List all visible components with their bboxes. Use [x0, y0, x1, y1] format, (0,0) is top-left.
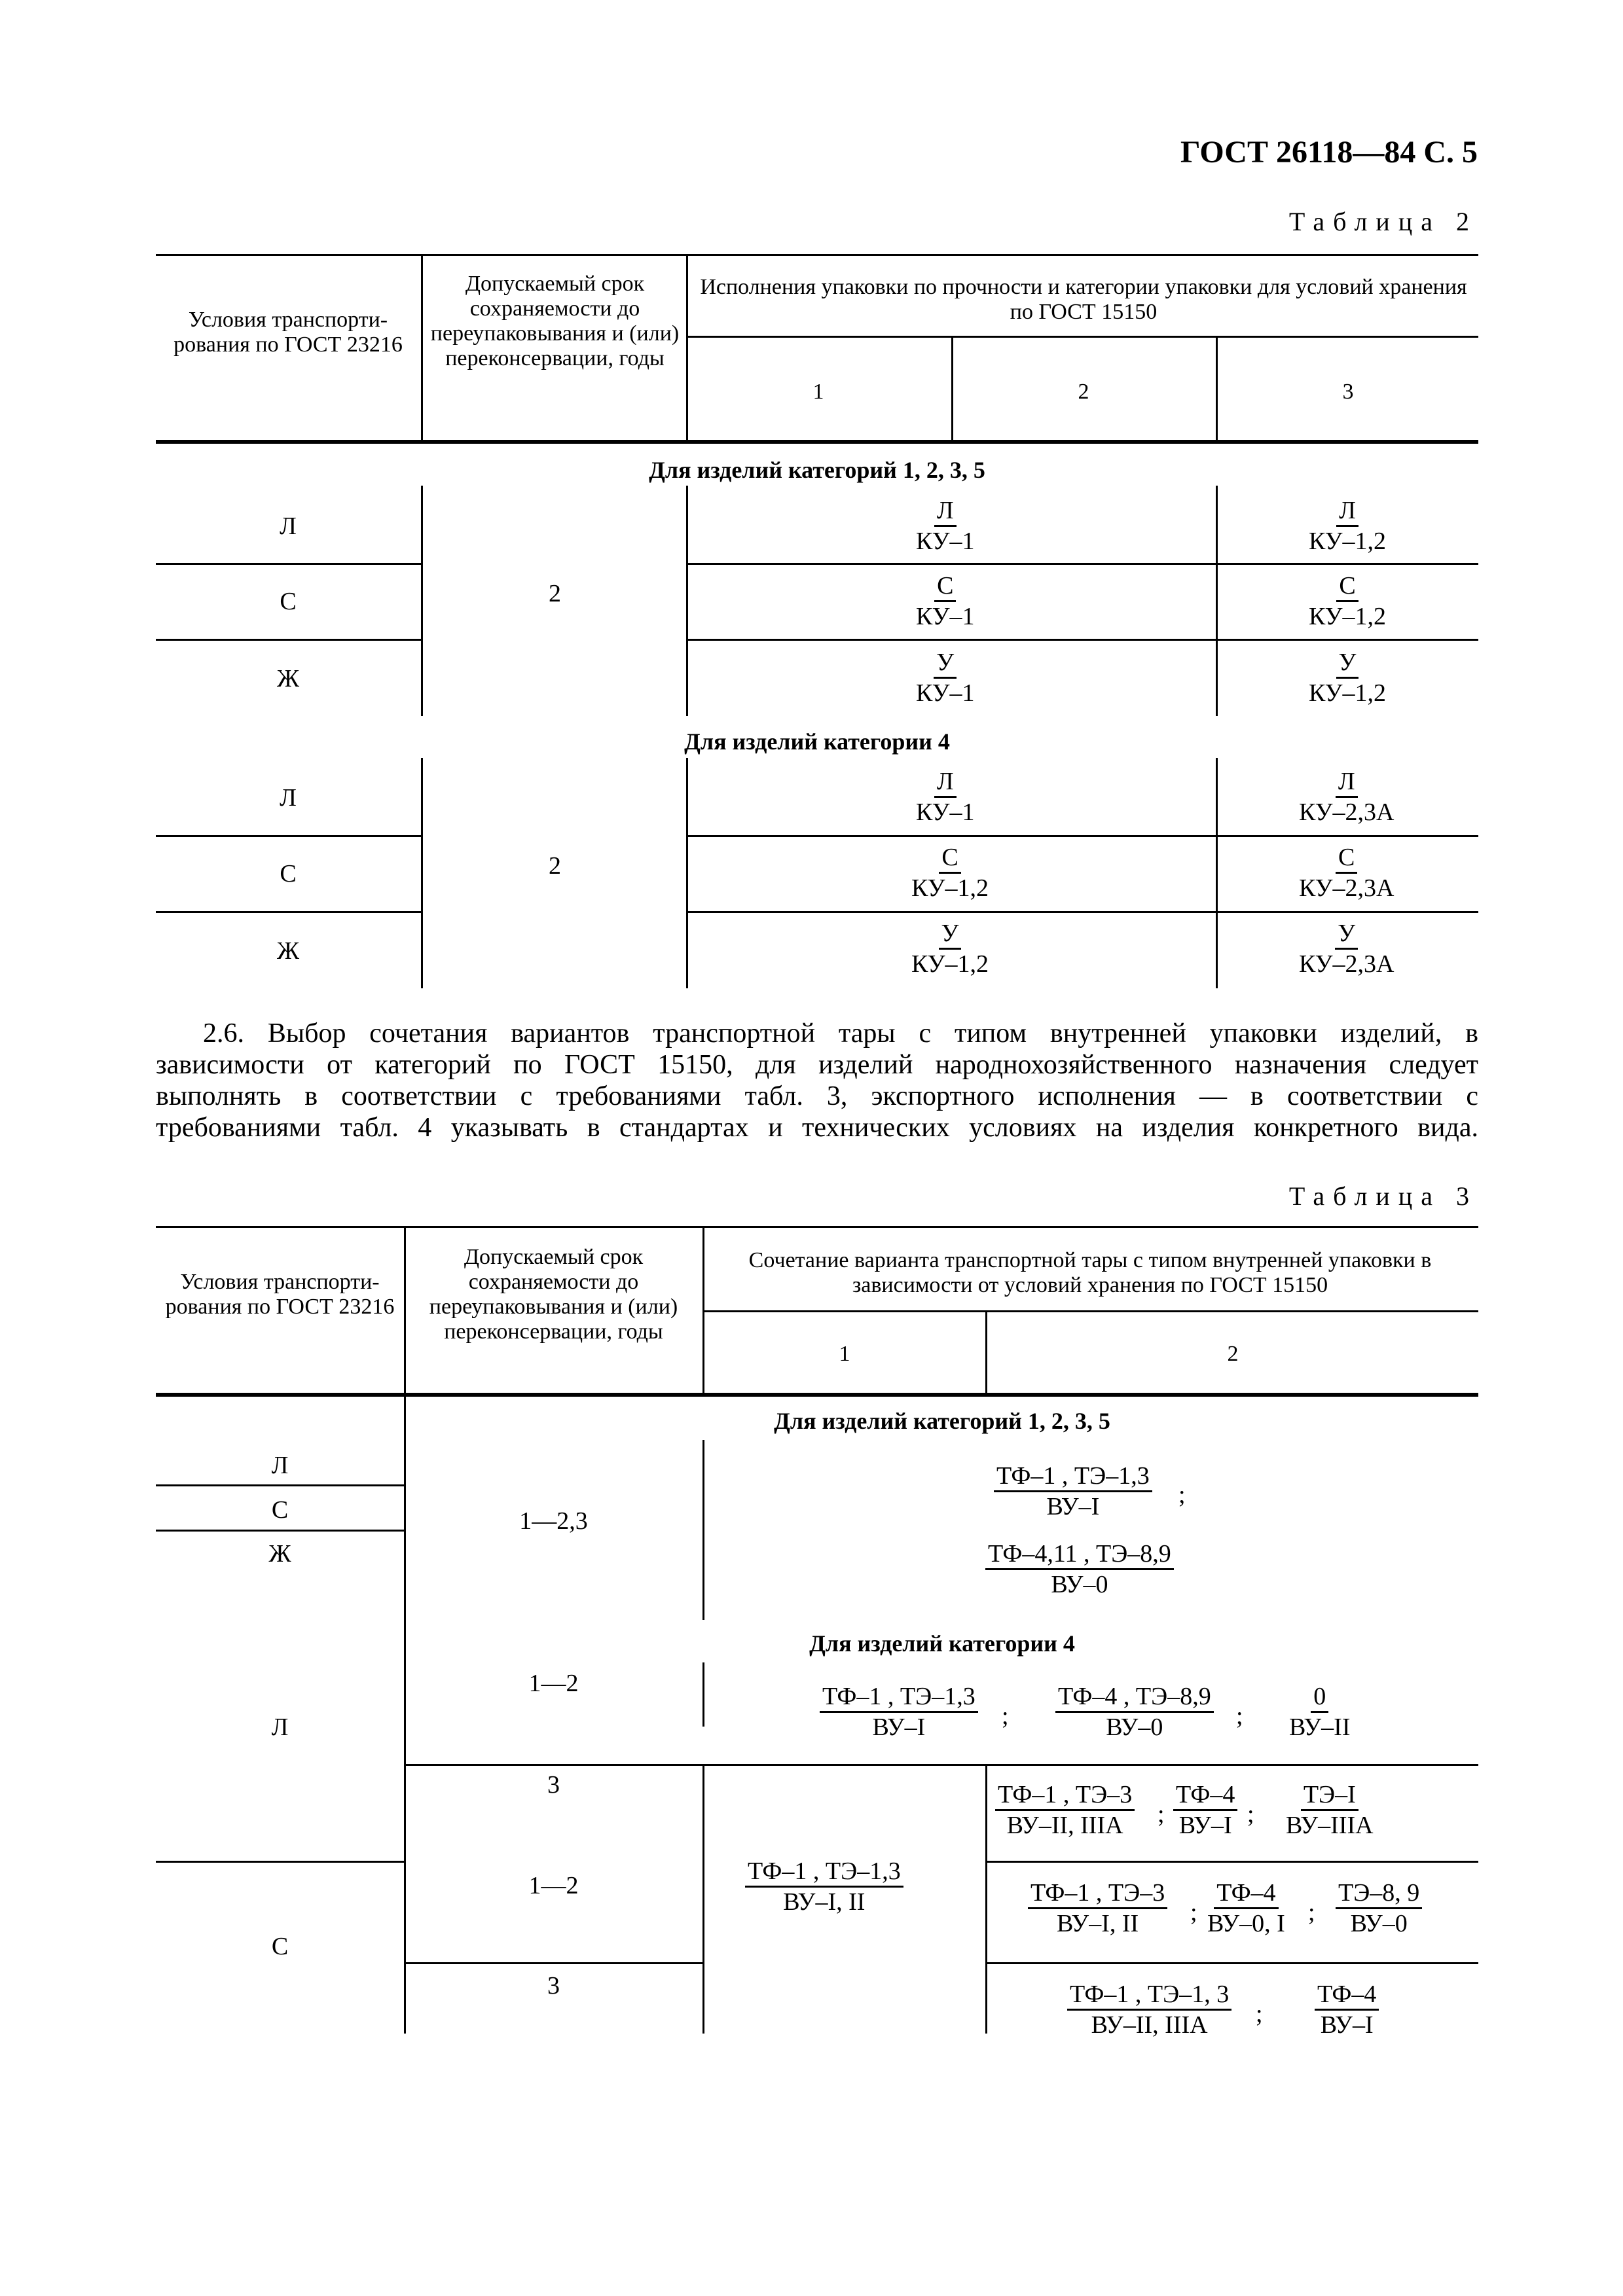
t2s2-rule-4 [686, 911, 1478, 913]
table3-vline-a [404, 1226, 406, 1396]
denominator: КУ–1,2 [911, 950, 989, 978]
numerator: С [1336, 843, 1357, 874]
table3-col1-header: Условия транспорти-рования по ГОСТ 23216 [165, 1270, 395, 1319]
t2s1-vline-c [1216, 486, 1218, 716]
table2-top-rule [156, 254, 1478, 256]
t3s1-vline-b [702, 1440, 704, 1620]
denominator: КУ–1,2 [911, 874, 989, 902]
table3-caption: Таблица 3 [1288, 1181, 1478, 1211]
t3s2-vline-b2 [702, 1764, 704, 2034]
t3s1-fraction-1 [994, 1462, 1152, 1521]
table3-section2-heading: Для изделий категории 4 [809, 1630, 1075, 1657]
table2-vline-c [951, 336, 953, 444]
t2s2-rule-3 [156, 911, 423, 913]
denominator: ВУ–I [872, 1713, 926, 1741]
numerator: ТФ–4 [1173, 1780, 1237, 1811]
denominator: КУ–2,3А [1299, 950, 1395, 978]
t2s2-cond-3: Ж [276, 937, 300, 965]
paragraph-line-3: выполнять в соответствии с требованиями табл. 3, экспортного исполнения — в соответствии с [156, 1081, 1478, 1111]
t3s2-rule-mid [985, 1861, 1478, 1863]
t3-L-semicolon-1: ; [1002, 1702, 1009, 1730]
numerator: У [934, 648, 957, 679]
numerator: ТФ–1 , ТЭ–1, 3 [1067, 1980, 1231, 2011]
t2s1-vline-b [686, 486, 688, 716]
denominator: КУ–1,2 [1309, 528, 1386, 555]
table2-caption: Таблица 2 [1288, 207, 1478, 236]
t2s1-rule-3 [156, 639, 423, 641]
table2-head-rule [156, 440, 1478, 444]
t2s1-r1-col2-fraction [913, 496, 977, 556]
t2s2-r1-col2-fraction [913, 767, 977, 827]
denominator: ВУ–I [1178, 1812, 1232, 1839]
table2-section1-heading: Для изделий категорий 1, 2, 3, 5 [649, 457, 985, 483]
table3-top-rule [156, 1226, 1478, 1228]
t2s2-cond-1: Л [280, 784, 297, 812]
t3-L-fraction-b [1055, 1682, 1214, 1742]
t3-L-semicolon-4: ; [1247, 1801, 1254, 1828]
table2-section2-heading: Для изделий категории 4 [684, 728, 950, 755]
t2s2-rule-1 [156, 835, 423, 837]
t3-C-fraction-g [1028, 1878, 1167, 1938]
table2-vline-b [686, 254, 688, 444]
t2s1-vline-a [421, 486, 423, 716]
denominator: КУ–1,2 [1309, 603, 1386, 630]
numerator: ТЭ–8, 9 [1336, 1878, 1422, 1909]
t3s1-rule-1 [156, 1484, 406, 1486]
t3-L-fraction-f [1283, 1780, 1376, 1840]
table2-col3-header: Исполнения упаковки по прочности и категории упаковки для условий хранения по ГОСТ 15150 [700, 275, 1467, 324]
numerator: С [939, 843, 960, 874]
numerator: Л [934, 496, 957, 527]
denominator: КУ–1,2 [1309, 679, 1386, 707]
numerator: ТФ–1 , ТЭ–1,3 [994, 1462, 1152, 1492]
numerator: С [1336, 571, 1358, 602]
t3-C-fraction-i [1336, 1878, 1422, 1938]
denominator: КУ–2,3А [1299, 798, 1395, 826]
t3s1-rule-2 [156, 1530, 406, 1532]
denominator: ВУ–IIIА [1286, 1812, 1374, 1839]
t2s2-r3-col3-fraction [1296, 919, 1396, 978]
numerator: 0 [1311, 1682, 1328, 1713]
denominator: КУ–1 [916, 679, 975, 707]
t2s1-r2-col2-fraction [913, 571, 977, 631]
t3s2-vline-b1 [702, 1662, 704, 1727]
table3-col2-header: Допускаемый срок сохраняемости до переупаковывания и (или) переконсервации, годы [429, 1245, 678, 1344]
denominator: КУ–1 [916, 603, 975, 630]
t3-C-semicolon-1: ; [1190, 1899, 1197, 1926]
t3-C-fraction-h [1205, 1878, 1288, 1938]
t3-L-fraction-a [820, 1682, 978, 1742]
t3s1-cond-3: Ж [268, 1540, 291, 1568]
table2-sub-rule [686, 336, 1478, 338]
numerator: ТФ–1 , ТЭ–3 [1028, 1878, 1167, 1909]
table3-sub-1: 1 [839, 1342, 850, 1366]
t2s1-r1-col3-fraction [1306, 496, 1389, 556]
denominator: ВУ–0 [1106, 1713, 1163, 1741]
page-header: ГОСТ 26118—84 С. 5 [1180, 135, 1478, 170]
t2s1-cond-1: Л [280, 512, 297, 540]
t3-C-semicolon-2: ; [1308, 1899, 1315, 1926]
denominator: ВУ–0 [1051, 1571, 1108, 1598]
table2-vline-a [421, 254, 423, 444]
denominator: ВУ–I, II [1057, 1910, 1139, 1937]
paragraph-line-4: требованиями табл. 4 указывать в стандартах и технических условиях на изделия конкретного вида. [156, 1113, 1478, 1143]
t2s1-years: 2 [549, 580, 561, 607]
denominator: ВУ–I, II [783, 1888, 866, 1916]
table2-sub-2: 2 [1078, 380, 1089, 404]
t3-C-semicolon-3: ; [1256, 2000, 1263, 2028]
t3-L-cond: Л [271, 1713, 289, 1741]
numerator: ТФ–4,11 , ТЭ–8,9 [985, 1539, 1174, 1570]
numerator: Л [1336, 767, 1358, 798]
table3-col3-header: Сочетание варианта транспортной тары с типом внутренней упаковки в зависимости от условий хранения по ГОСТ 15150 [748, 1248, 1432, 1297]
table2-sub-1: 1 [812, 380, 824, 404]
denominator: ВУ–0, I [1207, 1910, 1285, 1937]
t2s1-r3-col2-fraction [913, 648, 977, 708]
t2s2-rule-2 [686, 835, 1478, 837]
table3-section1-heading: Для изделий категорий 1, 2, 3, 5 [774, 1408, 1110, 1434]
table3-vline-b [702, 1226, 704, 1396]
t3-C-years-2: 3 [547, 1972, 560, 2000]
table2-col1-header: Условия транспорти-рования по ГОСТ 23216 [173, 308, 403, 357]
numerator: ТФ–1 , ТЭ–3 [995, 1780, 1135, 1811]
denominator: ВУ–II, IIIА [1091, 2011, 1208, 2039]
numerator: У [1336, 648, 1359, 679]
table3-sub-2: 2 [1227, 1342, 1239, 1366]
t2s1-rule-1 [156, 563, 423, 565]
t3-C-fraction-k [1315, 1980, 1379, 2039]
t2s2-years: 2 [549, 852, 561, 880]
t2s2-vline-c [1216, 758, 1218, 988]
t3-C-cond: С [271, 1933, 289, 1960]
table3-head-rule [156, 1393, 1478, 1397]
t3-C-fraction-merged [745, 1857, 903, 1916]
numerator: С [934, 571, 956, 602]
numerator: Л [934, 767, 957, 798]
denominator: КУ–1 [916, 528, 975, 555]
t2s1-cond-3: Ж [276, 665, 300, 692]
t3-vline-left [404, 1396, 406, 2034]
denominator: ВУ–I [1320, 2011, 1374, 2039]
denominator: КУ–2,3А [1299, 874, 1395, 902]
t2s1-r3-col3-fraction [1306, 648, 1389, 708]
numerator: ТФ–4 , ТЭ–8,9 [1055, 1682, 1214, 1713]
table3-vline-c [985, 1310, 987, 1396]
t3-L-fraction-e [1173, 1780, 1237, 1840]
table3-sub-rule [702, 1310, 1478, 1312]
table2-sub-3: 3 [1342, 380, 1354, 404]
t3-C-fraction-j [1067, 1980, 1231, 2039]
t3s1-semicolon: ; [1178, 1481, 1186, 1509]
denominator: ВУ–I [1046, 1493, 1100, 1520]
t2s1-cond-2: С [280, 588, 297, 615]
t3-L-years-1: 1—2 [528, 1670, 579, 1697]
t2s1-rule-4 [686, 639, 1478, 641]
t2s2-vline-a [421, 758, 423, 988]
paragraph-line-2: зависимости от категорий по ГОСТ 15150, для изделий народнохозяйственного назначения следует [156, 1050, 1478, 1080]
t3-L-years-2: 3 [547, 1771, 560, 1799]
t2s2-cond-2: С [280, 860, 297, 888]
t3s1-years: 1—2,3 [519, 1507, 588, 1535]
t3-C-years-1: 1—2 [528, 1872, 579, 1899]
table2-vline-d [1216, 336, 1218, 444]
t2s2-vline-b [686, 758, 688, 988]
t3s2-rule-cond [156, 1861, 406, 1863]
t3-L-semicolon-3: ; [1158, 1801, 1165, 1828]
t3-L-fraction-c [1286, 1682, 1353, 1742]
t3s2-rule-c [985, 1962, 1478, 1964]
denominator: ВУ–0 [1350, 1910, 1408, 1937]
t3s2-rule-L [406, 1764, 1478, 1766]
t2s2-r3-col2-fraction [909, 919, 991, 978]
table2-col2-header: Допускаемый срок сохраняемости до переупаковывания и (или) переконсервации, годы [430, 272, 680, 370]
t3s1-cond-2: С [271, 1496, 289, 1524]
t2s2-r1-col3-fraction [1296, 767, 1396, 827]
numerator: У [939, 919, 962, 950]
t3s2-vline-c [985, 1764, 987, 2034]
numerator: Л [1336, 496, 1359, 527]
t2s2-r2-col3-fraction [1296, 843, 1396, 903]
denominator: ВУ–II, IIIА [1006, 1812, 1123, 1839]
t3-L-semicolon-2: ; [1236, 1702, 1243, 1730]
denominator: КУ–1 [916, 798, 975, 826]
numerator: ТЭ–I [1301, 1780, 1359, 1811]
denominator: ВУ–II [1289, 1713, 1351, 1741]
t3-L-fraction-d [995, 1780, 1135, 1840]
t2s2-r2-col2-fraction [909, 843, 991, 903]
t2s1-rule-2 [686, 563, 1478, 565]
numerator: ТФ–1 , ТЭ–1,3 [745, 1857, 903, 1888]
numerator: ТФ–1 , ТЭ–1,3 [820, 1682, 978, 1713]
t3s1-fraction-2 [985, 1539, 1174, 1599]
numerator: У [1335, 919, 1358, 950]
numerator: ТФ–4 [1315, 1980, 1379, 2011]
t2s1-r2-col3-fraction [1306, 571, 1389, 631]
t3s1-cond-1: Л [271, 1452, 289, 1479]
numerator: ТФ–4 [1214, 1878, 1278, 1909]
paragraph-line-1: 2.6. Выбор сочетания вариантов транспортной тары с типом внутренней упаковки изделий, в [203, 1018, 1478, 1049]
t3s2-rule-years [406, 1962, 702, 1964]
